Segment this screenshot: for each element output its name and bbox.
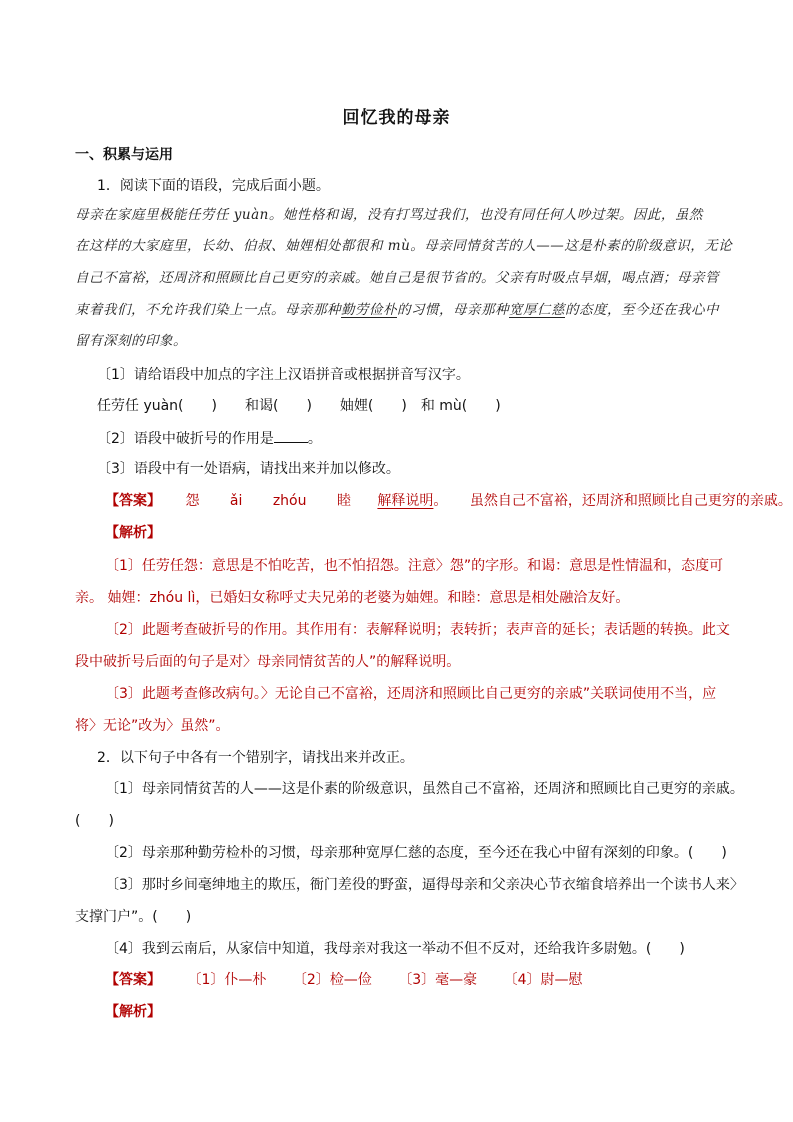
passage-line: 自己不富裕，还周济和照顾比自己更穷的亲戚。她自己是很节省的。父亲有时吸点旱烟，喝点酒；母亲管 [75,270,719,286]
sub-question-1-items: 任劳任 yuàn( ) 和谒( ) 妯娌( ) 和 mù( ) [97,398,501,414]
answer-item: 〔3〕毫—豪 [398,972,478,988]
question-2-item: 支撑门户”。( ) [75,909,192,925]
question-2-item: 〔2〕母亲那种勤劳检朴的习惯，母亲那种宽厚仁慈的态度，至今还在我心中留有深刻的印象。( ) [105,845,727,861]
analysis-line: 亲。 妯娌：zhóu lì，已婚妇女称呼丈夫兄弟的老婆为妯娌。和睦：意思是相处融洽友好。 [75,590,630,606]
sub-question-3: 〔3〕语段中有一处语病，请找出来并加以修改。 [97,461,400,477]
sub-question-2-text: 〔2〕语段中破折号的作用是 [97,431,274,447]
question-2-prompt: 2．以下句子中各有一个错别字，请找出来并改正。 [97,750,414,766]
sub-question-1: 〔1〕请给语段中加点的字注上汉语拼音或根据拼音写汉字。 [97,367,470,383]
sub-question-2 [97,428,322,449]
sub-question-2-end: 。 [307,431,322,447]
answer-item: 〔4〕尉—慰 [503,972,583,988]
answer-label: 【答案】 [105,493,161,509]
answer-row-2 [105,970,583,990]
answer-blank[interactable] [274,428,308,443]
answer-item: ǎi [229,493,243,509]
passage-line: 留有深刻的印象。 [75,333,187,349]
underlined-phrase: 勤劳俭朴 [341,302,397,318]
analysis-label: 【解析】 [105,525,161,541]
answer-item: 虽然自己不富裕，还周济和照顾比自己更穷的亲戚。 [469,493,792,509]
question-2-item: 〔4〕我到云南后，从家信中知道，我母亲对我这一举动不但不反对，还给我许多尉勉。( ) [105,941,685,957]
passage-line [75,300,719,320]
question-2-item: 〔1〕母亲同情贫苦的人——这是仆素的阶级意识，虽然自己不富裕，还周济和照顾比自己更穷的亲戚。 [105,781,744,797]
answer-item: 怨 [185,493,200,509]
answer-item: 解释说明 [377,493,434,509]
passage-text: 的习惯，母亲那种 [397,302,509,318]
analysis-line: 〔3〕此题考查修改病句。〉无论自己不富裕，还周济和照顾比自己更穷的亲戚”关联词使用不当，应 [105,686,717,702]
question-2-item: ( ) [75,813,114,829]
analysis-line: 〔1〕任劳任怨：意思是不怕吃苦，也不怕招怨。注意〉怨”的字形。和谒：意思是性情温和，态度可 [105,558,724,574]
answer-item: zhóu [272,493,307,509]
answer-label: 【答案】 [105,972,161,988]
underlined-phrase: 宽厚仁慈 [509,302,565,318]
answer-item: 〔2〕检—俭 [292,972,372,988]
answer-item: 〔1〕仆—朴 [187,972,267,988]
question-1-prompt: 1．阅读下面的语段，完成后面小题。 [97,178,330,194]
answer-item: 睦 [336,493,351,509]
passage-line: 母亲在家庭里极能任劳任 yuàn。她性格和谒，没有打骂过我们，也没有同任何人吵过架。因此，虽然 [75,207,703,223]
analysis-line: 段中破折号后面的句子是对〉母亲同情贫苦的人”的解释说明。 [75,654,461,670]
answer-item: 。 [433,493,448,509]
passage-line: 在这样的大家庭里，长幼、伯叔、妯娌相处都很和 mù。母亲同情贫苦的人——这是朴素的阶级意识，无论 [75,238,733,254]
passage-text: 的态度，至今还在我心中 [565,302,719,318]
analysis-line: 〔2〕此题考查破折号的作用。其作用有：表解释说明；表转折；表声音的延长；表话题的转换。此文 [105,622,730,638]
document-title: 回忆我的母亲 [342,108,451,128]
question-2-item: 〔3〕那时乡间毫绅地主的欺压，衙门差役的野蛮，逼得母亲和父亲决心节衣缩食培养出一个读书人来〉 [105,877,744,893]
answer-row [105,491,792,511]
analysis-line: 将〉无论”改为〉虽然”。 [75,718,230,734]
analysis-label: 【解析】 [105,1004,161,1020]
passage-text: 束着我们，不允许我们染上一点。母亲那种 [75,302,341,318]
section-heading: 一、积累与运用 [75,147,173,163]
